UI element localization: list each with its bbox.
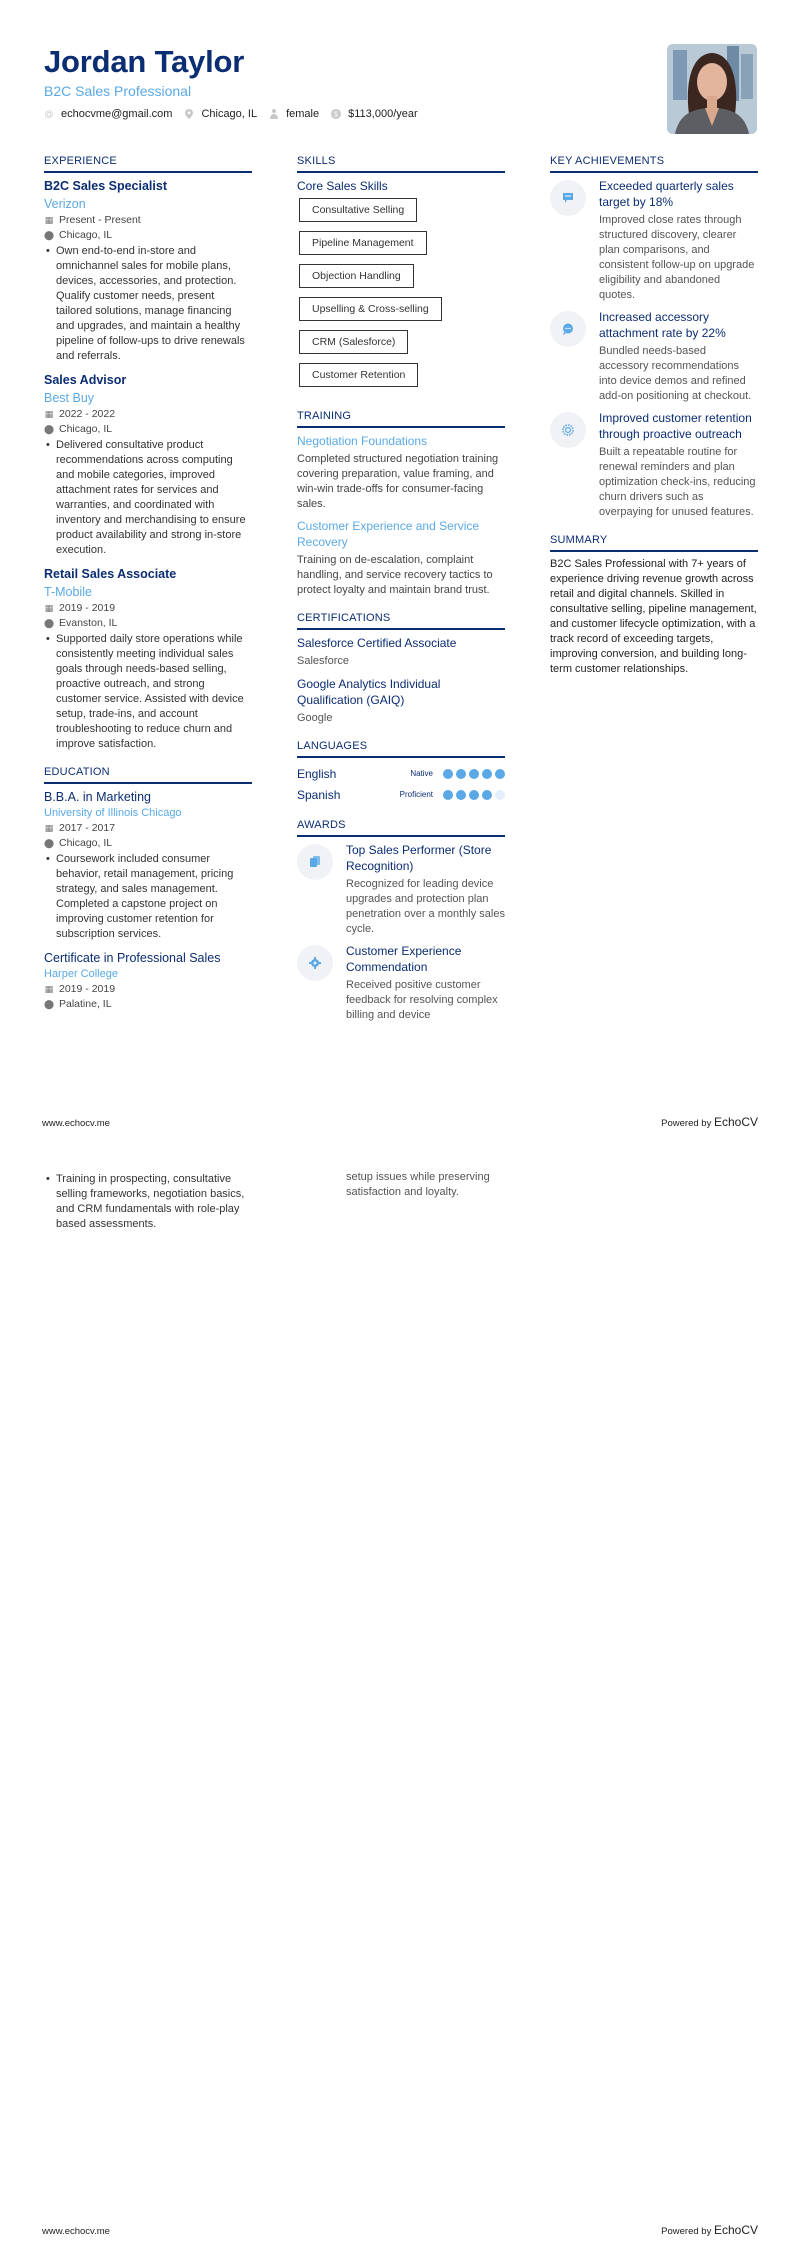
job-description: • Delivered consultative product recommendations across computing and mobile categories, improved attachment rates for services and warranties, and coordinated with inventory and merchandising to ensure product availability and strong in-store execution. — [44, 438, 252, 558]
job-company: Verizon — [44, 197, 86, 211]
certification-issuer: Salesforce — [297, 655, 349, 667]
achievement-item — [550, 178, 758, 303]
job-description: • Supported daily store operations while consistently meeting individual sales goals through needs-based selling, proactive outreach, and strong customer service. Assisted with device setup, trade-ins, and account troubleshooting to reduce churn and improve satisfaction. — [44, 632, 252, 752]
document-copy-icon — [297, 844, 333, 880]
rating-dot-empty — [495, 790, 505, 800]
language-rating — [400, 790, 505, 800]
achievement-description: Improved close rates through structured discovery, clearer plan comparisons, and consistent follow-up on upgrade eligibility and abandoned quotes. — [599, 214, 755, 301]
awards-heading: AWARDS — [297, 819, 505, 837]
gender-text: female — [286, 108, 320, 120]
achievement-title: Increased accessory attachment rate by 22% — [599, 310, 726, 340]
experience-entry — [44, 566, 252, 752]
achievement-title: Improved customer retention through proactive outreach — [599, 411, 752, 441]
achievement-description: Bundled needs-based accessory recommendations into device demos and refined add-on positioning at checkout. — [599, 345, 752, 402]
language-name: Spanish — [297, 787, 341, 802]
footer-powered-by — [661, 2223, 758, 2237]
brand-name[interactable]: EchoCV — [713, 1115, 758, 1129]
award-item — [297, 943, 505, 1023]
location-text: Palatine, IL — [59, 998, 112, 1010]
dates-text: 2019 - 2019 — [59, 983, 116, 995]
edu-location — [44, 836, 252, 851]
calendar-icon: ▦ — [44, 409, 54, 419]
candidate-title: B2C Sales Professional — [44, 83, 192, 99]
school-name: Harper College — [44, 968, 118, 980]
language-row — [297, 763, 505, 784]
rating-dot-filled — [469, 790, 479, 800]
dates-text: Present - Present — [59, 214, 141, 226]
resume-page-2 — [0, 1123, 794, 2246]
language-row — [297, 784, 505, 805]
calendar-icon: ▦ — [44, 984, 54, 994]
certification-title: Google Analytics Individual Qualification (GAIQ) — [297, 677, 441, 707]
achievement-body — [599, 309, 758, 404]
summary-text: B2C Sales Professional with 7+ years of experience driving revenue growth across retail and digital channels. Skilled in consultative selling, pipeline management, and customer lifecycle optimization, with a track record of exceeding targets, improving conversion, and building long-term customer relationships. — [550, 558, 757, 675]
skills-section — [297, 155, 505, 396]
rating-dot-filled — [456, 790, 466, 800]
location-text: Evanston, IL — [59, 617, 118, 629]
certifications-heading: CERTIFICATIONS — [297, 612, 505, 630]
location-text: Chicago, IL — [59, 423, 113, 435]
at-icon: @ — [44, 109, 54, 119]
profile-photo — [667, 44, 757, 134]
achievement-body — [599, 410, 758, 520]
training-description: Completed structured negotiation training covering preparation, value framing, and win-win trade-offs for consumer-facing sales. — [297, 453, 499, 510]
cog-icon — [550, 412, 586, 448]
contact-salary — [331, 107, 418, 121]
calendar-icon: ▦ — [44, 603, 54, 613]
award-title: Top Sales Performer (Store Recognition) — [346, 843, 492, 873]
certification-title: Salesforce Certified Associate — [297, 636, 457, 650]
dates-text: 2022 - 2022 — [59, 408, 116, 420]
training-heading: TRAINING — [297, 410, 505, 428]
rating-dot-filled — [482, 790, 492, 800]
right-column — [550, 155, 758, 691]
left-column — [44, 155, 252, 1026]
job-dates — [44, 213, 252, 228]
job-description: • Own end-to-end in-store and omnichannel sales for mobile plans, devices, accessories, and protection. Qualify customer needs, present tailored solutions, manage financing and upgrades, and maintain a healthy pipeline of follow-ups to drive renewals and referrals. — [44, 244, 252, 364]
achievement-title: Exceeded quarterly sales target by 18% — [599, 179, 734, 209]
awards-section — [297, 819, 505, 1023]
job-title: Sales Advisor — [44, 373, 127, 387]
candidate-name: Jordan Taylor — [44, 44, 245, 79]
award-body — [346, 943, 505, 1023]
rating-dot-filled — [469, 769, 479, 779]
education-entry — [44, 789, 252, 942]
job-dates — [44, 407, 252, 422]
skill-chip: Pipeline Management — [299, 231, 427, 255]
training-description: Training on de-escalation, complaint handling, and service recovery tactics to protect loyalty and maintain brand trust. — [297, 554, 493, 596]
calendar-icon: ▦ — [44, 215, 54, 225]
contact-email[interactable] — [44, 107, 172, 121]
skill-chip: Objection Handling — [299, 264, 414, 288]
gear-icon — [297, 945, 333, 981]
school-name: University of Illinois Chicago — [44, 807, 182, 819]
training-title: Customer Experience and Service Recovery — [297, 519, 480, 549]
achievements-section — [550, 155, 758, 520]
job-title: Retail Sales Associate — [44, 567, 177, 581]
message-square-icon — [550, 180, 586, 216]
location-pin-icon — [184, 109, 194, 119]
location-pin-icon: ⬤ — [44, 424, 55, 434]
contact-location — [184, 107, 257, 121]
job-company: Best Buy — [44, 391, 95, 405]
edu-dates — [44, 982, 252, 997]
footer-website-link[interactable]: www.echocv.me — [42, 2226, 110, 2237]
award-description: Recognized for leading device upgrades and protection plan penetration over a monthly sales cycle. — [346, 878, 505, 935]
email-text: echocvme@gmail.com — [61, 108, 173, 120]
achievement-item — [550, 410, 758, 520]
location-pin-icon: ⬤ — [44, 230, 55, 240]
award-item — [297, 842, 505, 937]
languages-heading: LANGUAGES — [297, 740, 505, 758]
svg-text:$: $ — [334, 111, 339, 119]
location-pin-icon: ⬤ — [44, 838, 55, 848]
edu-description: • Training in prospecting, consultative selling frameworks, negotiation basics, and CRM fundamentals with role-play based assessments. — [44, 1172, 252, 1232]
training-section — [297, 410, 505, 598]
certifications-section — [297, 612, 505, 726]
calendar-icon: ▦ — [44, 823, 54, 833]
footer-website-link[interactable]: www.echocv.me — [42, 1118, 110, 1129]
rating-dot-filled — [443, 769, 453, 779]
chat-bubble-icon — [550, 311, 586, 347]
achievement-description: Built a repeatable routine for renewal reminders and plan optimization check-ins, reducing churn drivers such as overpaying for unused features. — [599, 446, 756, 518]
skill-chip: Consultative Selling — [299, 198, 417, 222]
edu-dates — [44, 821, 252, 836]
certification-issuer: Google — [297, 712, 333, 724]
degree-title: B.B.A. in Marketing — [44, 790, 151, 804]
location-pin-icon: ⬤ — [44, 999, 55, 1009]
rating-dot-filled — [495, 769, 505, 779]
powered-by-text: Powered by — [661, 1118, 712, 1129]
job-location — [44, 228, 252, 243]
location-text: Chicago, IL — [59, 229, 113, 241]
experience-entry — [44, 372, 252, 558]
resume-header — [44, 44, 750, 136]
education-section — [44, 766, 252, 1012]
experience-heading: EXPERIENCE — [44, 155, 252, 173]
summary-heading: SUMMARY — [550, 534, 758, 552]
dates-text: 2019 - 2019 — [59, 602, 116, 614]
skill-category: Core Sales Skills — [297, 179, 388, 193]
achievements-heading: KEY ACHIEVEMENTS — [550, 155, 758, 173]
language-level: Native — [410, 769, 433, 778]
achievement-item — [550, 309, 758, 404]
rating-dot-filled — [482, 769, 492, 779]
language-rating — [410, 769, 505, 779]
languages-section — [297, 740, 505, 805]
job-location — [44, 616, 252, 631]
award-title: Customer Experience Commendation — [346, 944, 462, 974]
job-company: T-Mobile — [44, 585, 92, 599]
achievement-body — [599, 178, 758, 303]
location-pin-icon: ⬤ — [44, 618, 55, 628]
experience-entry — [44, 178, 252, 364]
person-icon — [269, 109, 279, 119]
rating-dot-filled — [456, 769, 466, 779]
skills-heading: SKILLS — [297, 155, 505, 173]
middle-column — [297, 155, 505, 1037]
edu-description: • Coursework included consumer behavior, retail management, pricing strategy, and sales management. Completed a capstone project on improving customer retention for subscription services. — [44, 852, 252, 942]
skill-chip: Upselling & Cross-selling — [299, 297, 442, 321]
location-text: Chicago, IL — [59, 837, 113, 849]
degree-title: Certificate in Professional Sales — [44, 951, 221, 965]
page-footer — [42, 2223, 758, 2237]
job-title: B2C Sales Specialist — [44, 179, 167, 193]
education-entry — [44, 950, 252, 1012]
skill-chip: CRM (Salesforce) — [299, 330, 408, 354]
education-continued — [44, 1171, 252, 1232]
award-description: setup issues while preserving satisfaction and loyalty. — [346, 1171, 490, 1198]
experience-section — [44, 155, 252, 752]
summary-section — [550, 534, 758, 677]
language-level: Proficient — [399, 790, 433, 799]
skill-chip: Customer Retention — [299, 363, 418, 387]
education-heading: EDUCATION — [44, 766, 252, 784]
award-body — [346, 842, 505, 937]
contact-row — [44, 107, 750, 121]
edu-location — [44, 997, 252, 1012]
rating-dot-filled — [443, 790, 453, 800]
brand-name[interactable]: EchoCV — [713, 2223, 758, 2237]
skill-chips — [297, 198, 505, 396]
salary-text: $113,000/year — [348, 108, 418, 120]
job-dates — [44, 601, 252, 616]
contact-gender — [269, 107, 319, 121]
awards-continued — [346, 1167, 506, 1200]
dates-text: 2017 - 2017 — [59, 822, 116, 834]
training-title: Negotiation Foundations — [297, 434, 428, 448]
powered-by-text: Powered by — [661, 2226, 712, 2237]
language-name: English — [297, 766, 337, 781]
award-description: Received positive customer feedback for resolving complex billing and device — [346, 979, 498, 1021]
location-text: Chicago, IL — [201, 108, 258, 120]
dollar-circle-icon — [331, 109, 341, 119]
job-location — [44, 422, 252, 437]
